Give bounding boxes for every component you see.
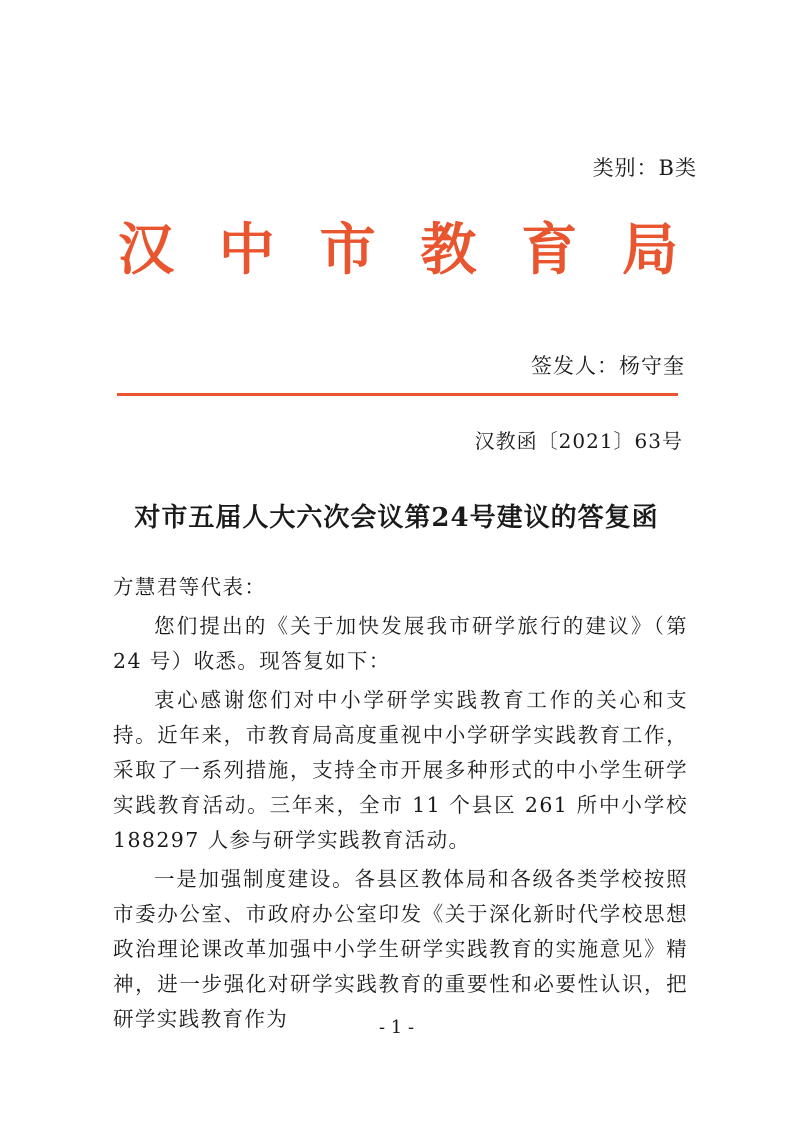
document-body — [113, 570, 688, 1041]
issuer-char: 教 — [420, 218, 477, 283]
document-number: 汉教函〔2021〕63号 — [474, 429, 683, 453]
issuer-char: 育 — [521, 218, 578, 283]
body-paragraph: 您们提出的《关于加快发展我市研学旅行的建议》（第 24 号）收悉。现答复如下： — [113, 614, 688, 673]
category-label: 类别：B类 — [592, 156, 697, 180]
signer-label: 签发人：杨守奎 — [531, 354, 685, 378]
issuer-char: 中 — [218, 218, 275, 283]
page-number: - 1 - — [378, 1017, 415, 1038]
header-divider — [117, 393, 678, 396]
issuer-header — [118, 206, 678, 286]
issuer-char: 汉 — [118, 218, 174, 283]
body-paragraph: 一是加强制度建设。各县区教体局和各级各类学校按照市委办公室、市政府办公室印发《关于深化新时代学校思想政治理论课改革加强中小学生研学实践教育的实施意见》精神，进一步强化对研学实践教育的重要性和必要性认识，把研学实践教育作为 — [113, 867, 688, 1031]
body-paragraph: 衷心感谢您们对中小学研学实践教育工作的关心和支持。近年来，市教育局高度重视中小学研学实践教育工作，采取了一系列措施，支持全市开展多种形式的中小学生研学实践教育活动。三年来，全市 11 个县区 261 所中小学校 188297 人参与研学实践教育活动。 — [113, 688, 688, 852]
issuer-char: 市 — [319, 218, 376, 283]
document-title: 对市五届人大六次会议第24号建议的答复函 — [134, 503, 659, 533]
salutation: 方慧君等代表： — [113, 575, 267, 599]
issuer-char: 局 — [621, 218, 678, 283]
